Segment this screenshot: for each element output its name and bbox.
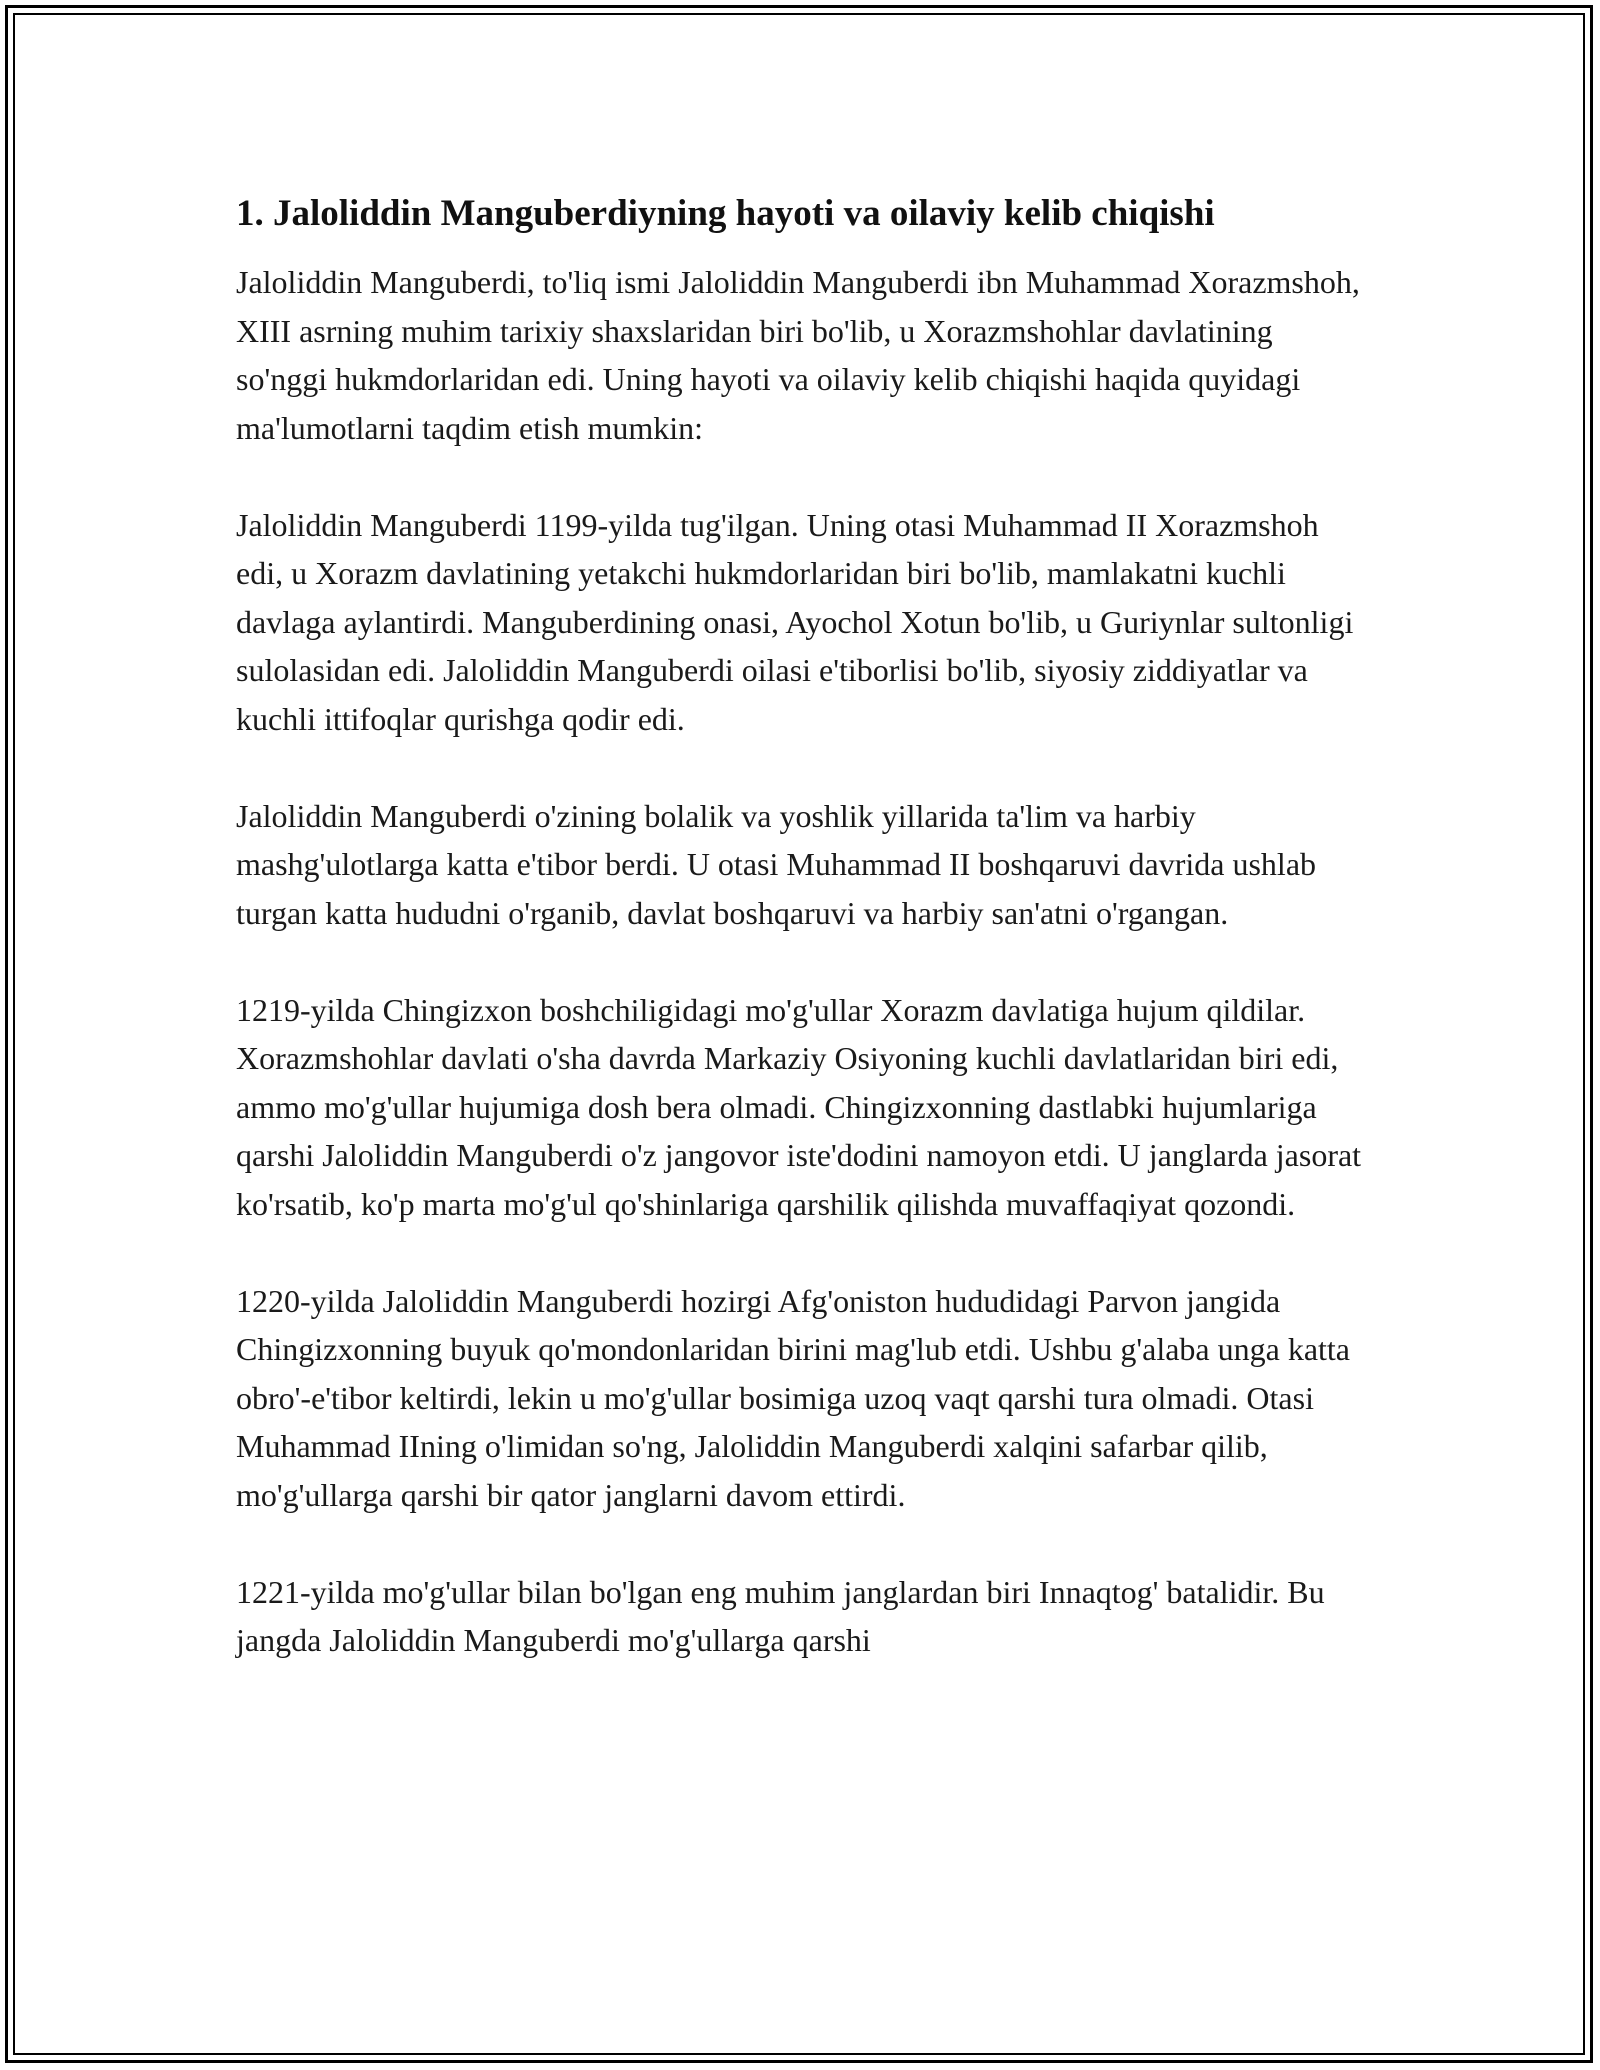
paragraph-parvan-battle: 1220-yilda Jaloliddin Manguberdi hozirgi Afg'oniston hududidagi Parvon jangida Chingizxonning buyuk qo'mondonlaridan birini mag'lub etdi. Ushbu g'alaba unga katta obro'-e'tibor keltirdi, lekin u mo'g'ullar bosimiga uzoq vaqt qarshi tura olmadi. Otasi Muhammad IIning o'limidan so'ng, Jaloliddin Manguberdi xalqini safarbar qilib, mo'g'ullarga qarshi bir qator janglarni davom ettirdi.: [236, 1282, 1350, 1513]
paragraph-intro: Jaloliddin Manguberdi, to'liq ismi Jaloliddin Manguberdi ibn Muhammad Xorazmshoh, XIII asrning muhim tarixiy shaxslaridan biri bo'lib, u Xorazmshohlar davlatining so'nggi hukmdorlaridan edi. Uning hayoti va oilaviy kelib chiqishi haqida quyidagi ma'lumotlarni taqdim etish mumkin:: [236, 264, 1360, 446]
section-heading: 1. Jaloliddin Manguberdiyning hayoti va oilaviy kelib chiqishi: [236, 193, 1215, 234]
paragraph-birth-family: Jaloliddin Manguberdi 1199-yilda tug'ilgan. Uning otasi Muhammad II Xorazmshoh edi, u Xorazm davlatining yetakchi hukmdorlaridan biri bo'lib, mamlakatni kuchli davlaga aylantirdi. Manguberdining onasi, Ayochol Xotun bo'lib, u Guriynlar sultonligi sulolasidan edi. Jaloliddin Manguberdi oilasi e'tiborlisi bo'lib, siyosiy ziddiyatlar va kuchli ittifoqlar qurishga qodir edi.: [236, 506, 1354, 737]
document-body: [236, 188, 1366, 1665]
paragraph-indus-battle: 1221-yilda mo'g'ullar bilan bo'lgan eng muhim janglardan biri Innaqtog' batalidir. Bu jangda Jaloliddin Manguberdi mo'g'ullarga qarshi: [236, 1573, 1325, 1658]
paragraph-mongol-invasion: 1219-yilda Chingizxon boshchiligidagi mo'g'ullar Xorazm davlatiga hujum qildilar. Xorazmshohlar davlati o'sha davrda Markaziy Osiyoning kuchli davlatlaridan biri edi, ammo mo'g'ullar hujumiga dosh bera olmadi. Chingizxonning dastlabki hujumlariga qarshi Jaloliddin Manguberdi o'z jangovor iste'dodini namoyon etdi. U janglarda jasorat ko'rsatib, ko'p marta mo'g'ul qo'shinlariga qarshilik qilishda muvaffaqiyat qozondi.: [236, 991, 1362, 1222]
paragraph-education: Jaloliddin Manguberdi o'zining bolalik va yoshlik yillarida ta'lim va harbiy mashg'ulotlarga katta e'tibor berdi. U otasi Muhammad II boshqaruvi davrida ushlab turgan katta hududni o'rganib, davlat boshqaruvi va harbiy san'atni o'rgangan.: [236, 797, 1317, 931]
